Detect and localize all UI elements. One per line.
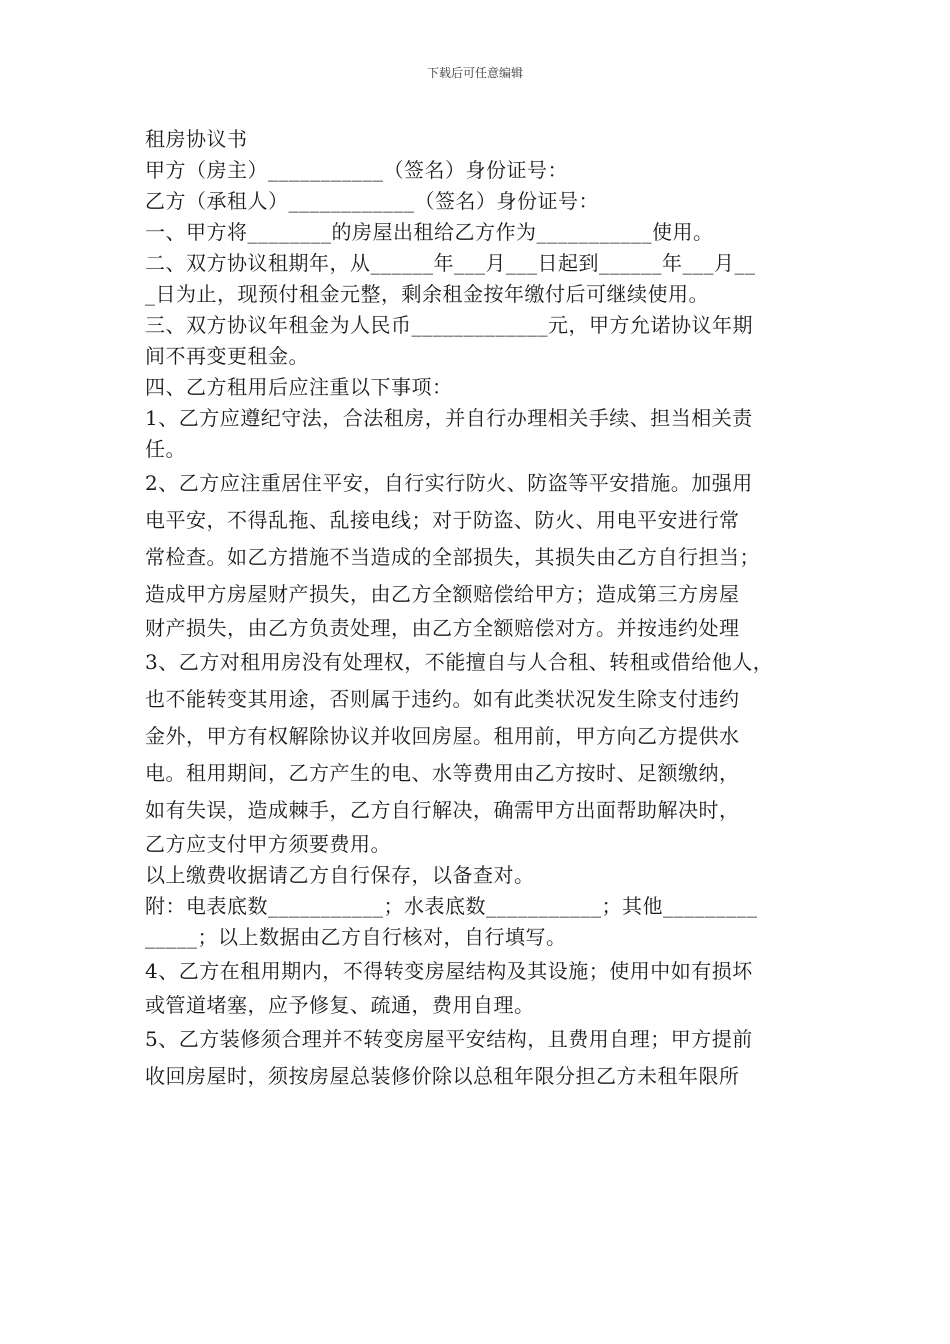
text-line: 5、乙方装修须合理并不转变房屋平安结构，且费用自理；甲方提前 bbox=[145, 1027, 753, 1051]
text-line: 1、乙方应遵纪守法，合法租房，并自行办理相关手续、担当相关责 bbox=[145, 406, 753, 430]
text-line: 如有失误，造成棘手，乙方自行解决，确需甲方出面帮助解决时， bbox=[145, 798, 740, 822]
document-body bbox=[145, 124, 825, 1095]
text-line: 金外，甲方有权解除协议并收回房屋。租用前，甲方向乙方提供水 bbox=[145, 724, 740, 748]
text-line: 造成甲方房屋财产损失，由乙方全额赔偿给甲方；造成第三方房屋 bbox=[145, 582, 740, 606]
text-line: 3、乙方对租用房没有处理权，不能擅自与人合租、转租或借给他人， bbox=[145, 650, 774, 674]
text-line: 附：电表底数___________；水表底数___________；其他_________ bbox=[145, 894, 758, 918]
text-line: 或管道堵塞，应予修复、疏通，费用自理。 bbox=[145, 993, 535, 1017]
text-line: _日为止，现预付租金元整，剩余租金按年缴付后可继续使用。 bbox=[145, 282, 709, 306]
text-line: 收回房屋时，须按房屋总装修价除以总租年限分担乙方未租年限所 bbox=[145, 1064, 740, 1088]
text-line: 间不再变更租金。 bbox=[145, 344, 309, 368]
page-header: 下载后可任意编辑 bbox=[426, 66, 523, 80]
text-line: 乙方（承租人）____________（签名）身份证号： bbox=[145, 189, 599, 213]
text-line: 电平安，不得乱拖、乱接电线；对于防盗、防火、用电平安进行常 bbox=[145, 508, 740, 532]
text-line: 电。租用期间，乙方产生的电、水等费用由乙方按时、足额缴纳， bbox=[145, 761, 740, 785]
text-line: _____；以上数据由乙方自行核对，自行填写。 bbox=[145, 925, 567, 949]
text-line: 也不能转变其用途，否则属于违约。如有此类状况发生除支付违约 bbox=[145, 687, 740, 711]
text-line: 4、乙方在租用期内，不得转变房屋结构及其设施；使用中如有损坏 bbox=[145, 959, 753, 983]
text-line: 常检查。如乙方措施不当造成的全部损失，其损失由乙方自行担当； bbox=[145, 545, 760, 569]
document-lines bbox=[145, 155, 825, 1095]
text-line: 乙方应支付甲方须要费用。 bbox=[145, 832, 391, 856]
document-title: 租房协议书 bbox=[145, 127, 248, 151]
text-line: 二、双方协议租期年，从______年___月___日起到______年___月__ bbox=[145, 251, 756, 275]
text-line: 以上缴费收据请乙方自行保存，以备查对。 bbox=[145, 863, 535, 887]
text-line: 任。 bbox=[145, 437, 186, 461]
text-line: 甲方（房主）___________（签名）身份证号： bbox=[145, 158, 568, 182]
text-line: 一、甲方将________的房屋出租给乙方作为___________使用。 bbox=[145, 220, 714, 244]
text-line: 2、乙方应注重居住平安，自行实行防火、防盗等平安措施。加强用 bbox=[145, 471, 753, 495]
text-line: 三、双方协议年租金为人民币_____________元，甲方允诺协议年期 bbox=[145, 313, 753, 337]
text-line: 四、乙方租用后应注重以下事项： bbox=[145, 375, 453, 399]
text-line: 财产损失，由乙方负责处理，由乙方全额赔偿对方。并按违约处理 bbox=[145, 616, 740, 640]
